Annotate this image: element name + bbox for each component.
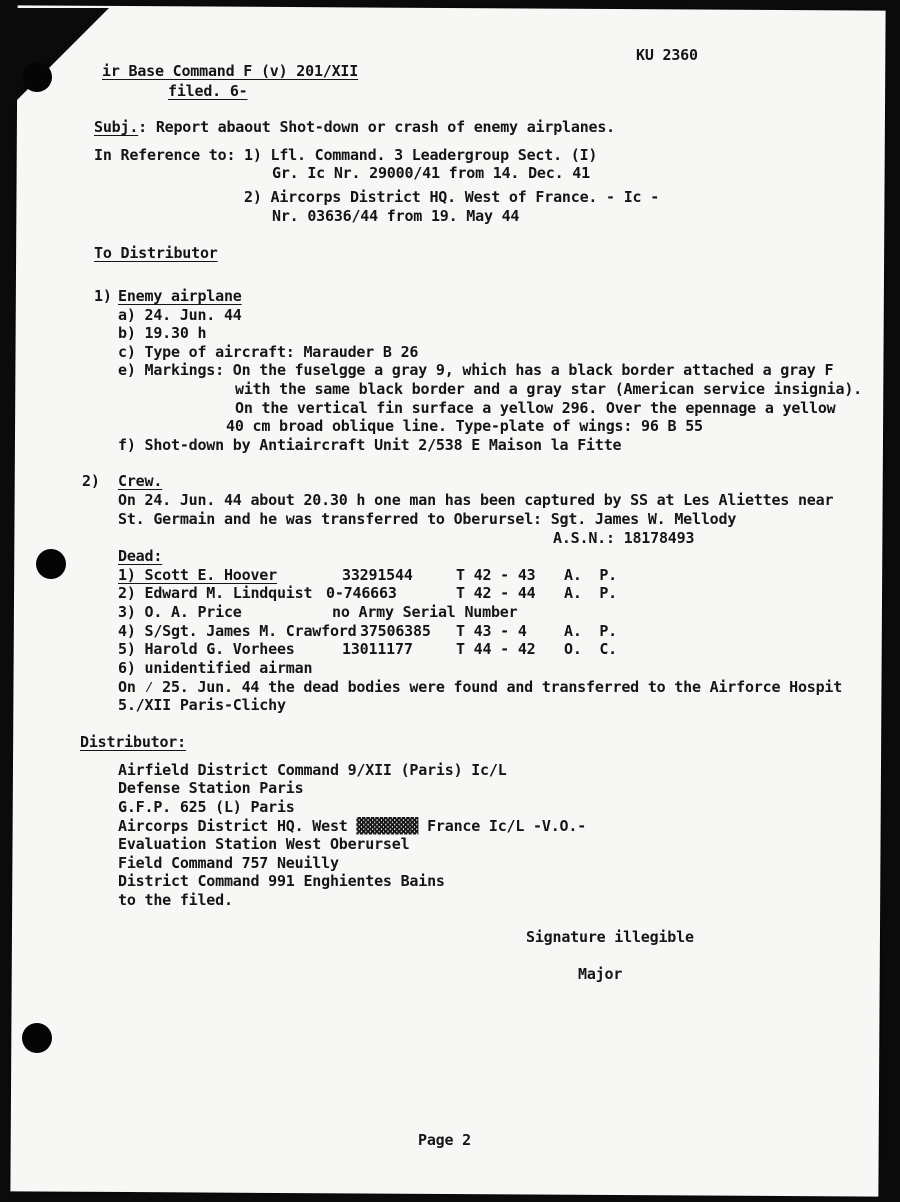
dead-2-t: T 42 - 44 [456, 584, 536, 602]
dead-1-t: T 42 - 43 [456, 566, 536, 584]
dead-5-t: T 44 - 42 [456, 640, 536, 658]
dead-3-serial: no Army Serial Number [332, 603, 518, 621]
distributor-item: G.F.P. 625 (L) Paris [118, 798, 295, 816]
subject-line [94, 118, 615, 136]
bodies-found-1: On ⁄ 25. Jun. 44 the dead bodies were found and transferred to the Airforce Hospit [118, 678, 843, 696]
dead-2-name: 2) Edward M. Lindquist [118, 584, 313, 602]
reference-2-line1: 2) Aircorps District HQ. West of France. - Ic - [244, 188, 660, 206]
airplane-markings-1: e) Markings: On the fuselgge a gray 9, which has a black border attached a gray F [118, 361, 834, 379]
airplane-time: b) 19.30 h [118, 324, 207, 342]
dead-4-name: 4) S/Sgt. James M. Crawford [118, 622, 357, 640]
airplane-markings-3: On the vertical fin surface a yellow 296. Over the epennage a yellow [235, 399, 836, 417]
dead-4-serial: 37506385 [360, 622, 431, 640]
dead-1-serial: 33291544 [342, 566, 413, 584]
distributor-heading: Distributor: [80, 733, 186, 751]
reference-1-line2: Gr. Ic Nr. 29000/41 from 14. Dec. 41 [272, 164, 590, 182]
airplane-shotdown: f) Shot-down by Antiaircraft Unit 2/538 E Maison la Fitte [118, 436, 622, 454]
dead-1-code: A. P. [564, 566, 617, 584]
distributor-item: Aircorps District HQ. West ▓▓▓▓▓▓▓ France Ic/L -V.O.- [118, 817, 587, 835]
dead-label: Dead: [118, 547, 163, 565]
reference-2-line2: Nr. 03636/44 from 19. May 44 [272, 207, 520, 225]
reference-1-line1: 1) Lfl. Command. 3 Leadergroup Sect. (I) [244, 146, 598, 164]
crew-heading: Crew. [118, 472, 163, 490]
enemy-airplane-heading: Enemy airplane [118, 287, 242, 305]
bodies-found-2: 5./XII Paris-Clichy [118, 696, 286, 714]
crew-para-1: On 24. Jun. 44 about 20.30 h one man has been captured by SS at Les Aliettes near [118, 491, 834, 509]
captured-asn: A.S.N.: 18178493 [553, 529, 695, 547]
document-id: KU 2360 [636, 46, 698, 64]
signature-rank: Major [578, 965, 623, 983]
punch-hole-middle [36, 549, 66, 579]
distributor-item: Defense Station Paris [118, 779, 304, 797]
page-number: Page 2 [418, 1131, 471, 1149]
command-line: ir Base Command F (v) 201/XII [102, 62, 359, 80]
dead-3-name: 3) O. A. Price [118, 603, 242, 621]
subject-label: Subj. [94, 118, 139, 136]
section-2-number: 2) [82, 472, 100, 490]
to-distributor-heading: To Distributor [94, 244, 218, 262]
dead-2-serial: 0-746663 [326, 584, 397, 602]
dead-2-code: A. P. [564, 584, 617, 602]
dead-6-name: 6) unidentified airman [118, 659, 313, 677]
signature-text: Signature illegible [526, 928, 694, 946]
dead-4-t: T 43 - 4 [456, 622, 527, 640]
dead-5-name: 5) Harold G. Vorhees [118, 640, 295, 658]
filed-line: filed. 6- [168, 82, 248, 100]
dead-4-code: A. P. [564, 622, 617, 640]
crew-para-2: St. Germain and he was transferred to Oberursel: Sgt. James W. Mellody [118, 510, 737, 528]
distributor-item: Evaluation Station West Oberursel [118, 835, 410, 853]
airplane-type: c) Type of aircraft: Marauder B 26 [118, 343, 419, 361]
reference-label: In Reference to: [94, 146, 236, 164]
subject-text: : Report abaout Shot-down or crash of enemy airplanes. [138, 118, 616, 136]
dead-5-code: O. C. [564, 640, 617, 658]
airplane-markings-2: with the same black border and a gray star (American service insignia). [235, 380, 862, 398]
distributor-item: to the filed. [118, 891, 233, 909]
distributor-item: District Command 991 Enghientes Bains [118, 872, 445, 890]
airplane-date: a) 24. Jun. 44 [118, 306, 242, 324]
distributor-item: Field Command 757 Neuilly [118, 854, 339, 872]
punch-hole-top [22, 62, 52, 92]
dead-1-name: 1) Scott E. Hoover [118, 566, 277, 584]
section-1-number: 1) [94, 287, 112, 305]
dead-5-serial: 13011177 [342, 640, 413, 658]
punch-hole-bottom [22, 1023, 52, 1053]
distributor-item: Airfield District Command 9/XII (Paris) Ic/L [118, 761, 507, 779]
airplane-markings-4: 40 cm broad oblique line. Type-plate of wings: 96 B 55 [226, 417, 703, 435]
